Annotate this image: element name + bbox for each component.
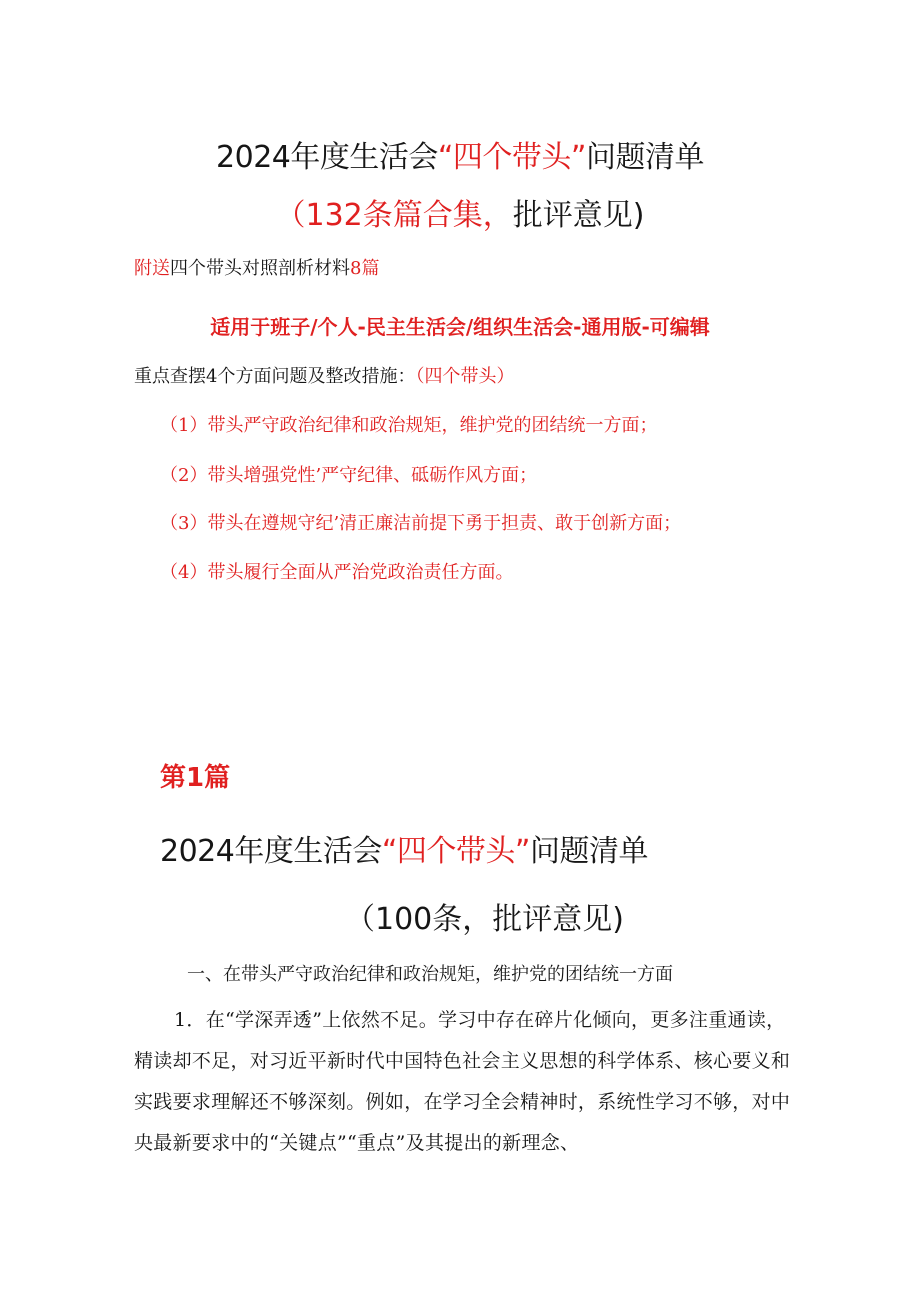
subtitle-type: 批评意见) [512,198,645,233]
extra-note-red: 附送 [134,258,170,279]
document-subtitle [0,190,920,234]
part-title-quote: “四个带头” [381,834,530,869]
subtitle-count: （132条篇合集， [275,198,513,233]
title-suffix: 问题清单 [585,140,704,175]
part-label: 第1篇 [160,763,231,793]
part-title-suffix: 问题清单 [529,834,648,869]
part-title [160,826,648,870]
body-paragraph: 1．在“学深弄透”上依然不足。学习中存在碎片化倾向，更多注重通读，精读却不足，对习近平新时代中国特色社会主义思想的科学体系、核心要义和实践要求理解还不够深刻。例如，在学习全会精神时，系统性学习不够，对中央最新要求中的“关键点”“重点”及其提出的新理念、 [134,1009,791,1154]
extra-note [134,254,379,280]
extra-note-count: 8篇 [350,258,380,279]
document-title [0,132,920,176]
focus-item: （2）带头增强党性’严守纪律、砥砺作风方面； [160,465,538,486]
focus-line [134,362,514,388]
title-prefix: 2024年度生活会 [216,140,438,175]
title-quote: “四个带头” [437,140,586,175]
focus-tag: （四个带头） [415,366,515,387]
scope-line: 适用于班子/个人-民主生活会/组织生活会-通用版-可编辑 [210,315,710,339]
focus-item: （4）带头履行全面从严治党政治责任方面。 [160,562,514,583]
focus-item: （1）带头严守政治纪律和政治规矩，维护党的团结统一方面； [160,415,658,436]
focus-item: （3）带头在遵规守纪’清正廉洁前提下勇于担责、敢于创新方面； [160,513,682,534]
part-subtitle: （100条，批评意见) [345,902,624,937]
part-title-prefix: 2024年度生活会 [160,834,382,869]
section-heading: 一、在带头严守政治纪律和政治规矩，维护党的团结统一方面 [187,964,673,985]
focus-text: 重点查摆4个方面问题及整改措施： [134,366,416,387]
extra-note-text: 四个带头对照剖析材料 [170,258,350,279]
